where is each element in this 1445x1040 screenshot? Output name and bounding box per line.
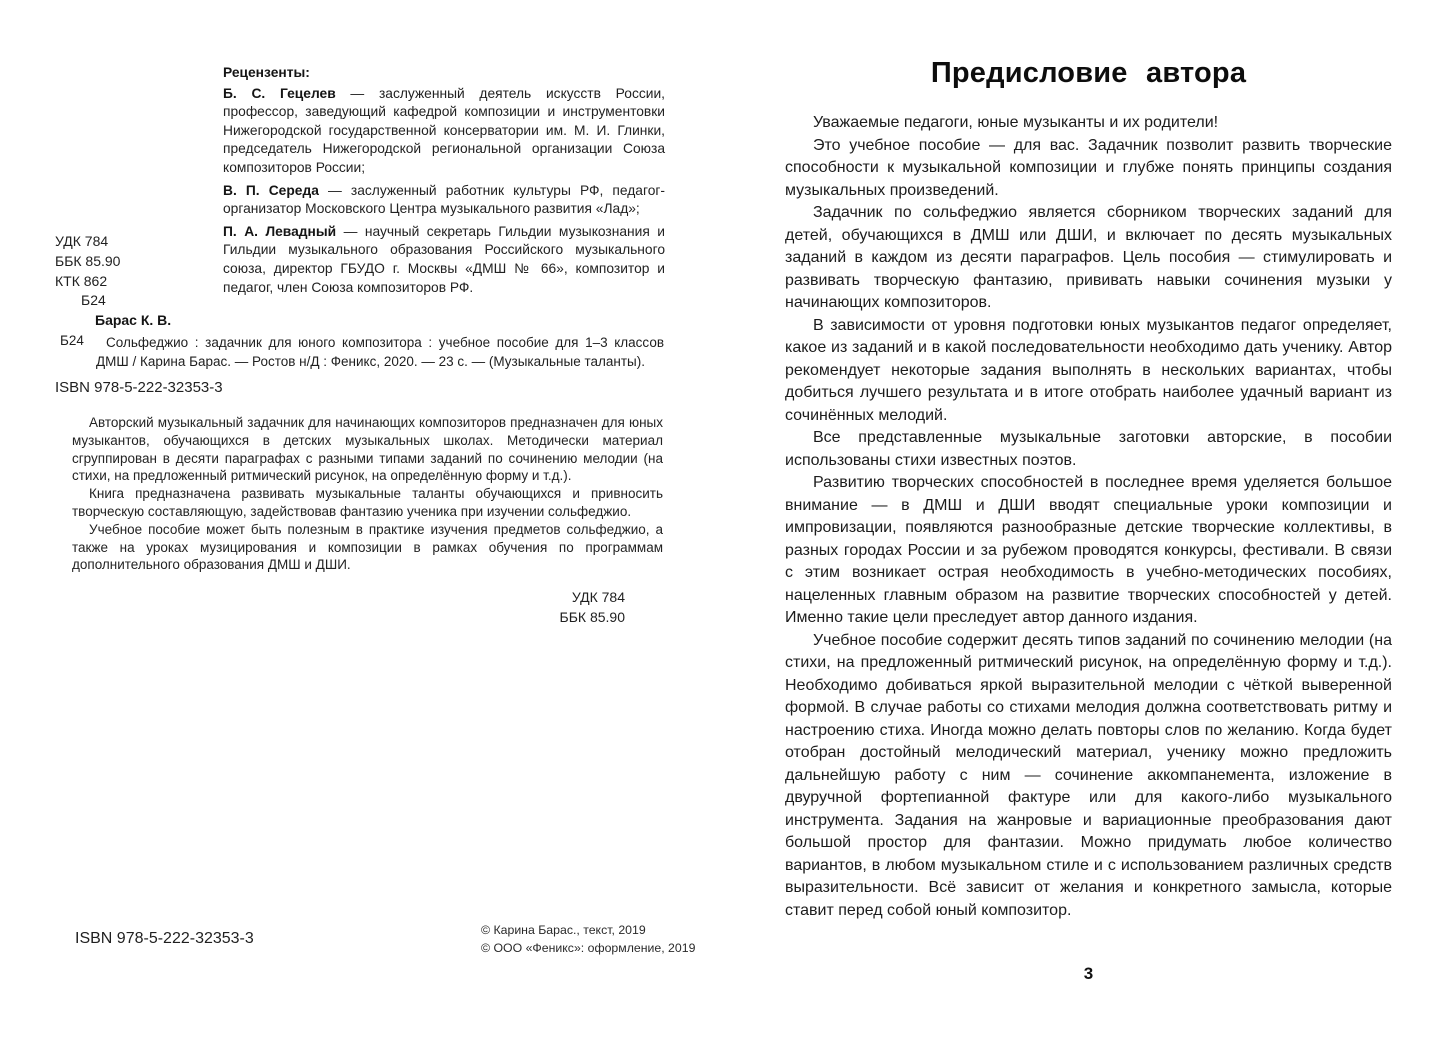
code-line-bbk: ББК 85.90: [55, 252, 121, 269]
preface-body: [785, 112, 1392, 922]
annotation-block: [72, 414, 663, 574]
annotation-paragraph: Учебное пособие может быть полезным в практике изучения предметов сольфеджио, а также на уроках музицирования и композиции в рамках обучения по программам дополнительного образования ДМШ и ДШИ.: [72, 521, 663, 573]
catalog-entry: Сольфеджио : задачник для юного композитора : учебное пособие для 1–3 классов ДМШ / Карина Барас. — Ростов н/Д : Феникс, 2020. — 23 с. — (Музыкальные таланты).: [96, 335, 664, 369]
preface-title: Предисловие автора: [930, 57, 1247, 89]
copyright-line-text: © Карина Барас., текст, 2019: [481, 923, 646, 937]
preface-paragraph: Учебное пособие содержит десять типов заданий по сочинению мелодии (на стихи, на предложенный ритмический рисунок, на определённую форму и т.д.). Необходимо добиваться яркой выразительной мелодии с чёткой выверенной формой. В случае работы со стихами мелодия должна соответствовать ритму и настроению стиха. Иногда можно делать повторы слов по желанию. Когда будет отобран достойный мелодический материал, ученику можно предложить дальнейшую работу с ним — сочинение аккомпанемента, изложение в двуручной фортепианной фактуре или для какого-либо музыкального инструмента. Задания на жанровые и вариационные преобразования дают большой простор для фантазии. Можно придумать любое количество вариантов, в любом музыкальном стиле и с использованием различных средств выразительности. Всё зависит от желания и конкретного замысла, которые ставит перед собой юный композитор.: [785, 631, 1392, 919]
reviewer-name: П. А. Левадный: [223, 223, 337, 239]
reviewers-label: Рецензенты:: [223, 65, 310, 80]
reviewer-description: — заслуженный деятель искусств России, профессор, заведующий кафедрой композиции и инструментовки Нижегородской государственной консерватории им. М. И. Глинки, председатель Нижегородской региональной организации Союза композиторов России;: [223, 85, 665, 175]
code-line-bbk-bottom: ББК 85.90: [559, 609, 625, 625]
reviewer-name: Б. С. Гецелев: [223, 85, 336, 101]
page-number: 3: [1083, 964, 1094, 983]
code-line-b24: Б24: [81, 292, 106, 309]
copyright-block: [481, 922, 731, 957]
preface-paragraph: Развитию творческих способностей в последнее время уделяется большое внимание — в ДМШ и ДШИ вводят специальные уроки композиции и импровизации, появляются разнообразные детские творческие коллективы, в разных городах России и за рубежом проводятся конкурсы, фестивали. В связи с этим возникает острая необходимость в учебно-методических пособиях, нацеленных главным образом на развитие творческих способностей у детей. Именно такие цели преследует автор данного издания.: [785, 474, 1392, 626]
reviewer-description: — заслуженный работник культуры РФ, педагог-организатор Московского Центра музыкального развития «Лад»;: [223, 182, 665, 217]
preface-paragraph: Уважаемые педагоги, юные музыканты и их родители!: [813, 114, 1219, 131]
reviewer-name: В. П. Середа: [223, 182, 319, 198]
code-line-udk-bottom: УДК 784: [571, 589, 625, 605]
preface-paragraph: Все представленные музыкальные заготовки авторские, в пособии использованы стихи известных поэтов.: [785, 429, 1392, 469]
preface-paragraph: Задачник по сольфеджио является сборником творческих заданий для детей, обучающихся в ДМШ или ДШИ, и включает по десять музыкальных заданий в каждом из десяти параграфов. Цель пособия — стимулировать и развивать творческую фантазию, прививать навыки сочинения музыки у начинающих композиторов.: [785, 204, 1392, 311]
preface-paragraph: В зависимости от уровня подготовки юных музыкантов педагог определяет, какое из заданий и в какой последовательности необходимо дать ученику. Автор рекомендует некоторые задания выполнять в нескольких вариантах, чтобы добиться лучшего результата и в итоге отобрать наиболее удачный вариант из сочинённых мелодий.: [785, 316, 1392, 424]
reviewer-description: — научный секретарь Гильдии музыкознания и Гильдии музыкального образования Российского музыкального союза, директор ГБУДО г. Москвы «ДМШ № 66», композитор и педагог, член Союза композиторов РФ.: [223, 223, 665, 295]
isbn-top: ISBN 978-5-222-32353-3: [55, 379, 223, 396]
preface-paragraph: Это учебное пособие — для вас. Задачник позволит развить творческие способности к музыкальной композиции и глубже понять принципы создания музыкальных произведений.: [785, 136, 1392, 199]
classification-codes-bottom: [425, 587, 625, 627]
reviewers-block: [223, 64, 665, 301]
catalog-index: Б24: [60, 333, 84, 348]
reviewer-item: [223, 85, 665, 178]
annotation-paragraph: Книга предназначена развивать музыкальные таланты обучающихся и привносить творческую составляющую, задействовав фантазию ученика при изучении сольфеджио.: [72, 486, 663, 519]
copyright-line-design: © ООО «Феникс»: оформление, 2019: [481, 940, 696, 955]
isbn-bottom: ISBN 978-5-222-32353-3: [75, 930, 254, 947]
code-line-udk: УДК 784: [55, 233, 109, 249]
catalog-author: Барас К. В.: [95, 312, 172, 328]
code-line-ktk: КТК 862: [55, 272, 108, 289]
annotation-paragraph: Авторский музыкальный задачник для начинающих композиторов предназначен для юных музыкантов, обучающихся в детских музыкальных школах. Методически материал сгруппирован в десяти параграфах с разными типами заданий по сочинению мелодии (на стихи, на предложенный ритмический рисунок, на определённую форму и т.д.).: [72, 415, 663, 484]
classification-codes: [55, 232, 175, 311]
reviewer-item: [223, 223, 665, 297]
reviewer-item: [223, 182, 665, 219]
